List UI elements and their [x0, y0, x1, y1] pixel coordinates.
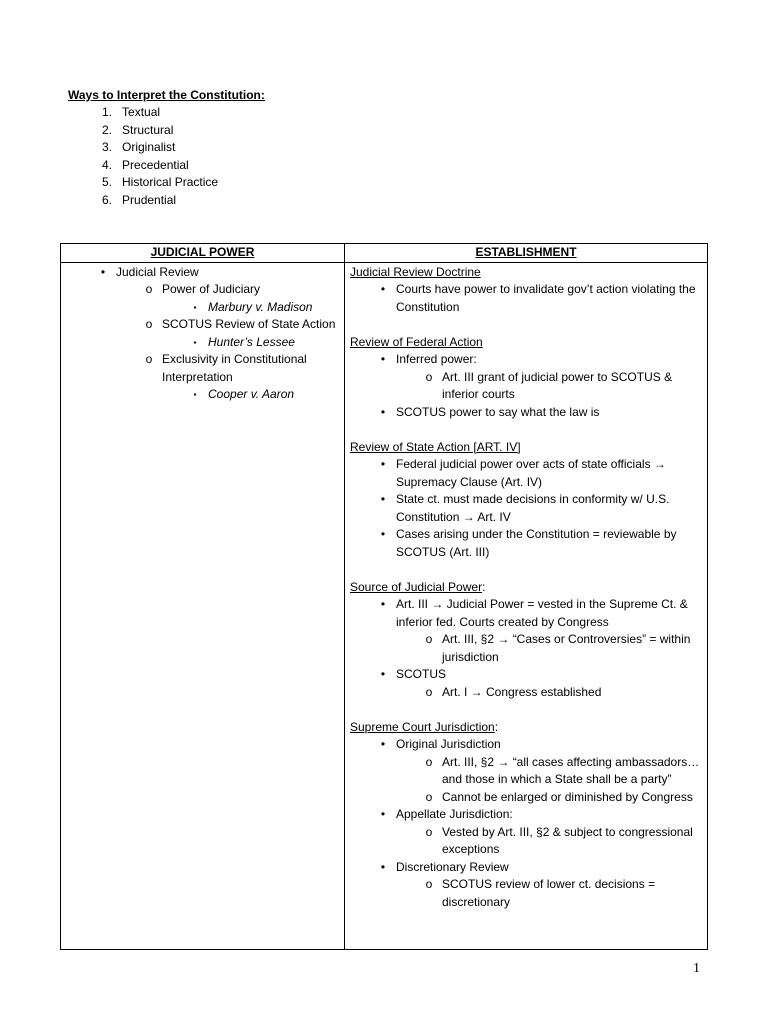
list-number: 3. [101, 140, 112, 154]
bullet-icon: • [100, 264, 106, 279]
bullet-icon: • [380, 807, 386, 821]
case-name: Marbury v. Madison [208, 299, 313, 314]
list-item: • Discretionary Review [350, 859, 702, 877]
section-title: Supreme Court Jurisdiction: [350, 719, 499, 734]
circle-bullet-icon: o [425, 789, 433, 804]
section-title: Review of State Action [ART. IV] [350, 439, 521, 454]
list-item: o SCOTUS review of lower ct. decisions = discretionary [350, 876, 702, 911]
circle-bullet-icon: o [425, 824, 433, 839]
page-heading: Ways to Interpret the Constitution: [68, 88, 265, 102]
list-item: o Art. III, §2 → “Cases or Controversies” = within jurisdiction [350, 631, 702, 666]
list-number: 4. [101, 157, 112, 172]
list-item: o SCOTUS Review of State Action [66, 316, 339, 334]
list-item: o Vested by Art. III, §2 & subject to congressional exceptions [350, 824, 702, 859]
bullet-icon: • [380, 282, 386, 296]
list-text: Textual [122, 105, 161, 119]
bullet-icon: • [380, 527, 386, 541]
column-header-establishment: ESTABLISHMENT [345, 244, 708, 263]
case-name: Hunter’s Lessee [208, 334, 295, 349]
list-text: Prudential [122, 192, 177, 207]
list-item: o Cannot be enlarged or diminished by Congress [350, 789, 702, 807]
list-item [68, 122, 218, 140]
bullet-icon: • [380, 457, 386, 471]
list-text: Structural [122, 122, 174, 137]
list-item: o Art. I → Congress established [350, 684, 702, 702]
circle-bullet-icon: o [145, 282, 153, 296]
list-item [68, 157, 218, 175]
list-item: • Courts have power to invalidate gov’t action violating the Constitution [350, 281, 702, 316]
circle-bullet-icon: o [145, 352, 153, 366]
circle-bullet-icon: o [425, 754, 433, 769]
list-item [66, 386, 339, 404]
column-header-judicial-power: JUDICIAL POWER [61, 244, 345, 263]
list-number: 1. [101, 105, 112, 119]
square-bullet-icon: ▪ [193, 302, 197, 312]
case-name: Cooper v. Aaron [208, 387, 295, 401]
bullet-icon: • [380, 859, 386, 874]
list-item: • Original Jurisdiction [350, 736, 702, 754]
circle-bullet-icon: o [145, 317, 153, 331]
list-item: o Art. III grant of judicial power to SCOTUS & inferior courts [350, 369, 702, 404]
list-item: • SCOTUS power to say what the law is [350, 404, 702, 422]
list-item: • Federal judicial power over acts of state officials → Supremacy Clause (Art. IV) [350, 456, 702, 491]
section-title: Source of Judicial Power: [350, 579, 486, 594]
bullet-icon: • [380, 667, 386, 681]
list-item: o Power of Judiciary [66, 281, 339, 299]
interpretation-methods-list [68, 104, 218, 209]
circle-bullet-icon: o [425, 369, 433, 384]
list-item: • Appellate Jurisdiction: [350, 806, 702, 824]
list-item [68, 139, 218, 157]
list-text: Originalist [122, 140, 176, 154]
list-item [68, 174, 218, 192]
list-item [66, 334, 339, 352]
list-item: • Judicial Review [66, 264, 339, 282]
notes-table [60, 243, 708, 950]
list-item [68, 104, 218, 122]
square-bullet-icon: ▪ [193, 337, 197, 347]
list-item: • Inferred power: [350, 351, 702, 369]
square-bullet-icon: ▪ [193, 390, 197, 399]
list-text: Precedential [122, 157, 189, 172]
list-item: • State ct. must made decisions in conformity w/ U.S. Constitution → Art. IV [350, 491, 702, 526]
list-item: • SCOTUS [350, 666, 702, 684]
establishment-cell [345, 262, 708, 949]
bullet-icon: • [380, 492, 386, 506]
bullet-icon: • [380, 352, 386, 366]
list-item: • Art. III → Judicial Power = vested in the Supreme Ct. & inferior fed. Courts created by Congress [350, 596, 702, 631]
list-item [66, 299, 339, 317]
circle-bullet-icon: o [425, 877, 433, 891]
list-item: • Cases arising under the Constitution = reviewable by SCOTUS (Art. III) [350, 526, 702, 561]
page-number: 1 [693, 961, 700, 976]
bullet-icon: • [380, 597, 386, 611]
bullet-icon: • [380, 404, 386, 419]
bullet-icon: • [380, 737, 386, 751]
circle-bullet-icon: o [425, 684, 433, 699]
list-item: o Art. III, §2 → “all cases affecting ambassadors…and those in which a State shall be a party” [350, 754, 702, 789]
list-text: Historical Practice [122, 175, 219, 189]
list-number: 6. [101, 192, 112, 207]
list-item [68, 192, 218, 210]
section-title: Judicial Review Doctrine [350, 264, 481, 279]
circle-bullet-icon: o [425, 632, 433, 646]
list-number: 5. [101, 175, 112, 189]
list-item: o Exclusivity in Constitutional Interpretation [66, 351, 339, 386]
section-title: Review of Federal Action [350, 334, 483, 349]
judicial-power-cell [61, 262, 345, 949]
list-number: 2. [101, 122, 112, 137]
